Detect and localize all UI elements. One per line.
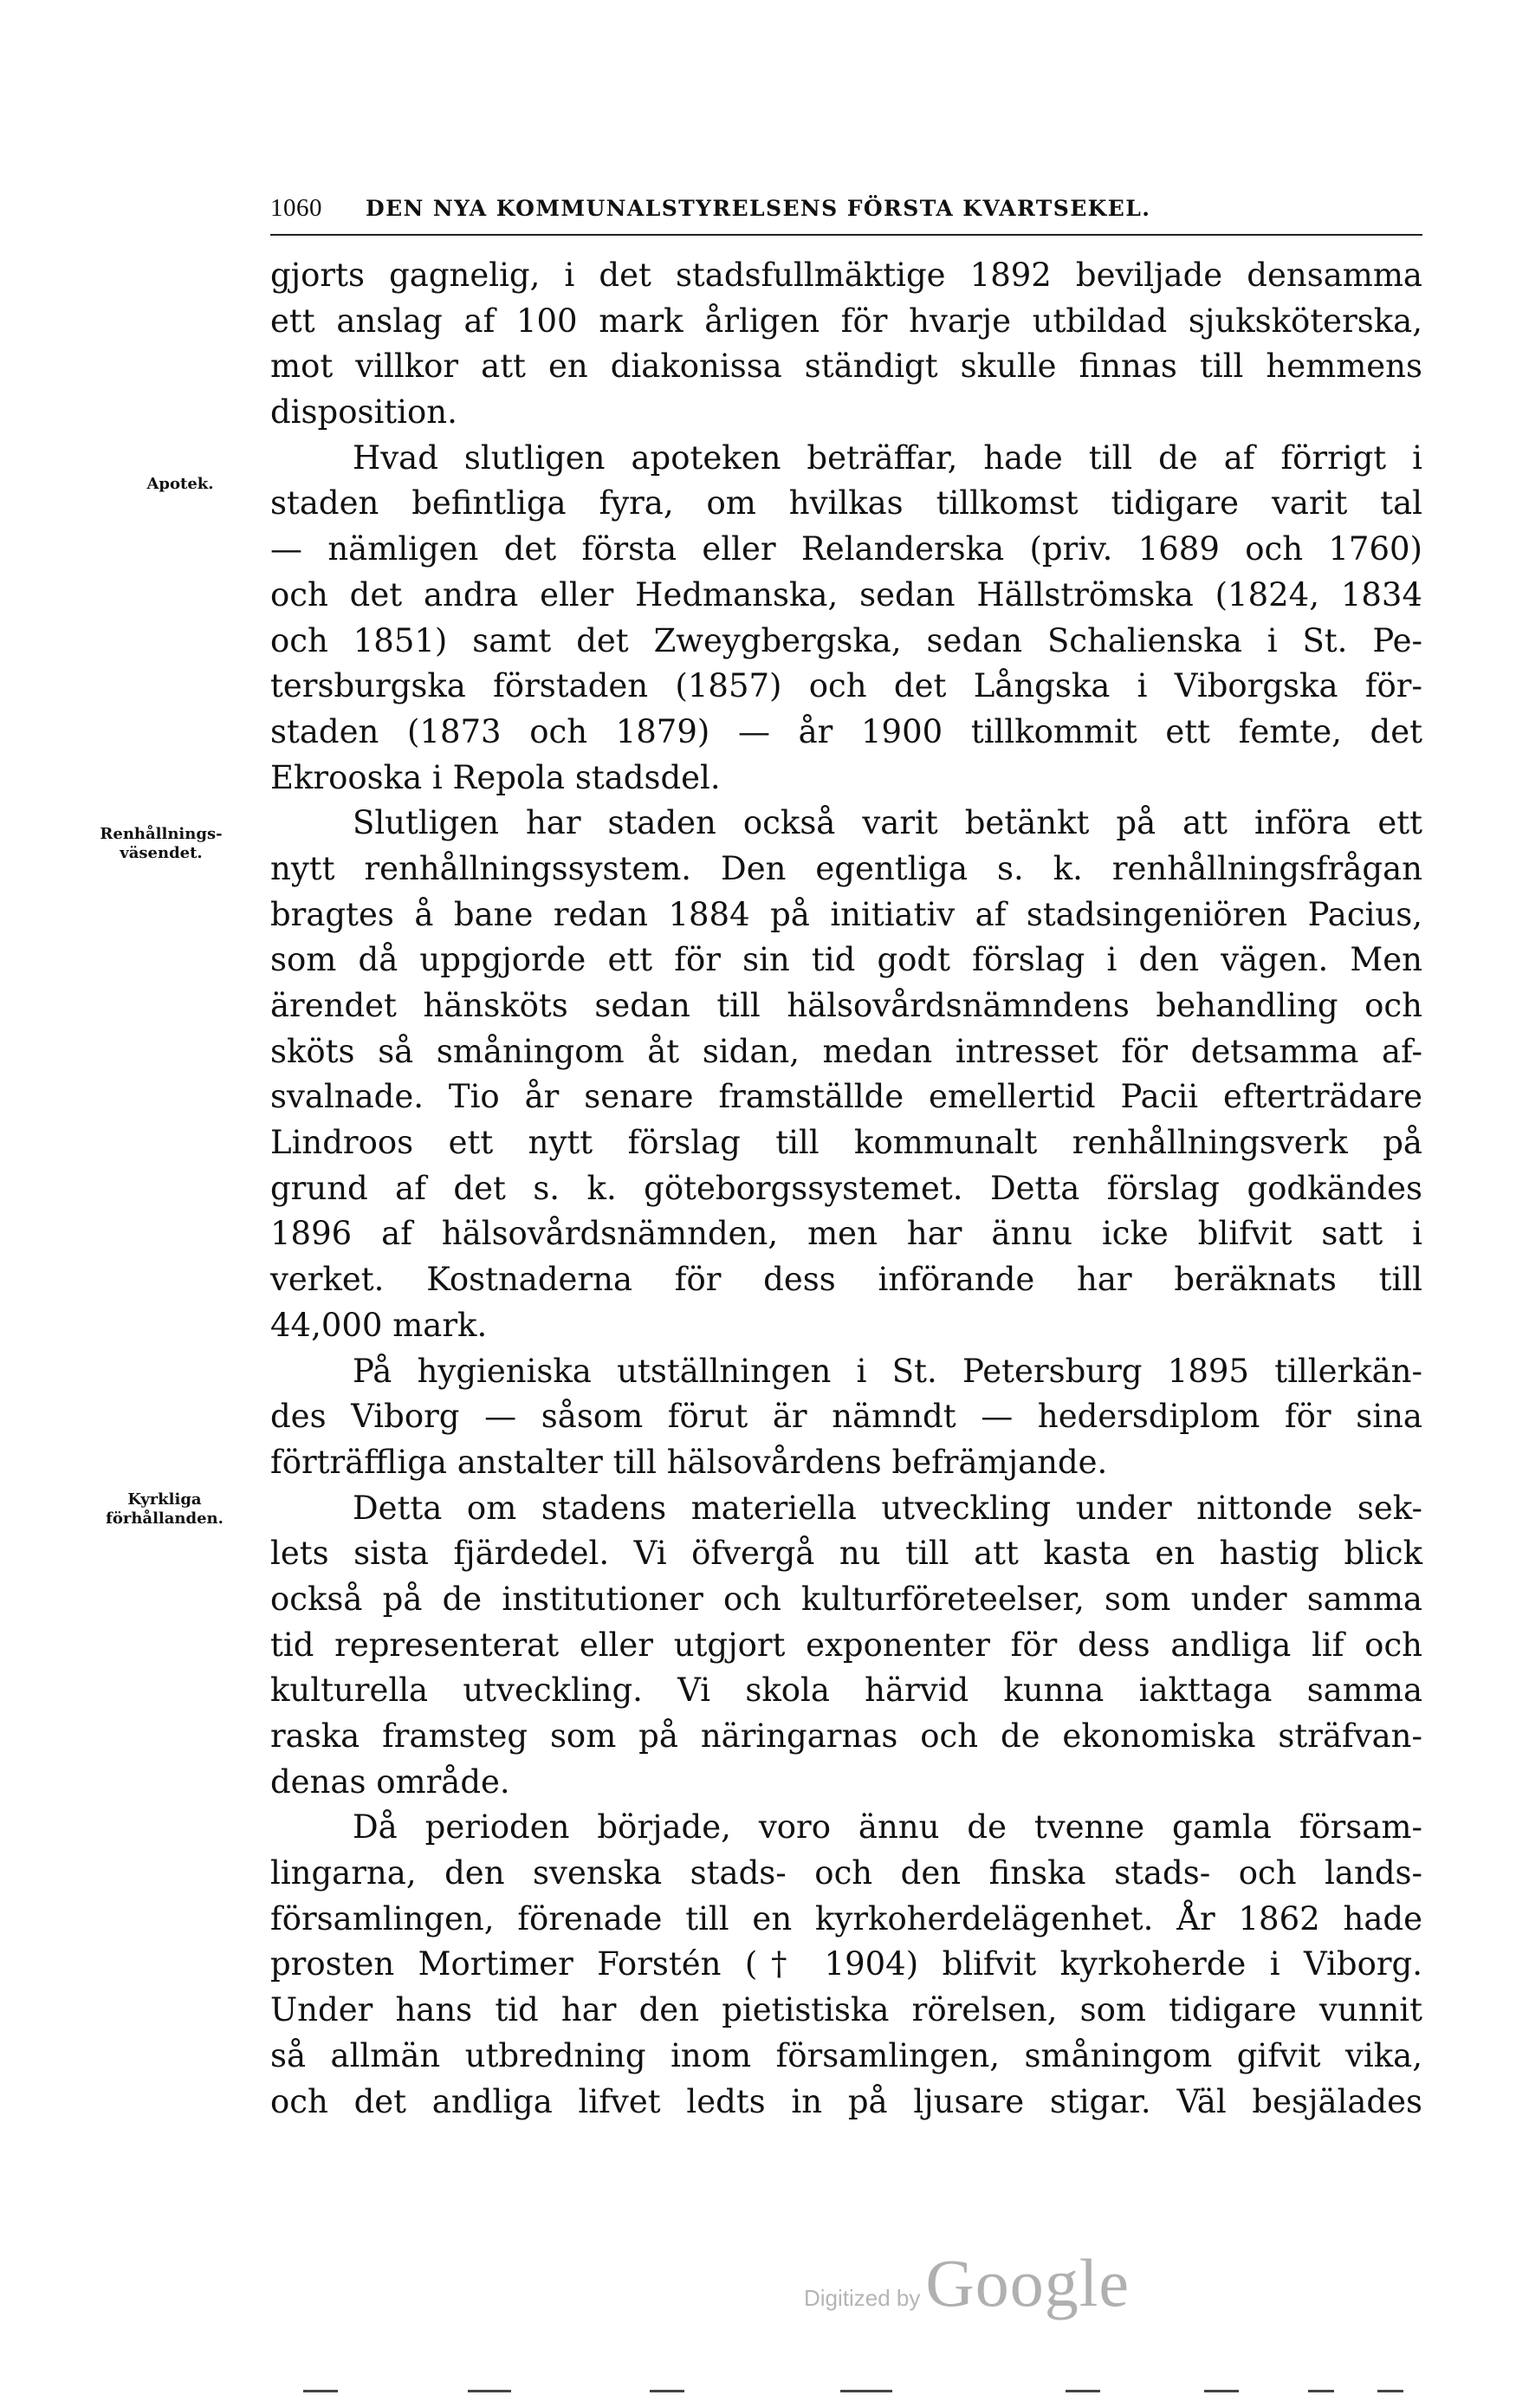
text-line: församlingen, förenade till en kyrkoherdelägenhet. År 1862 hade bbox=[270, 1899, 1422, 1937]
text-line: lets sista fjärdedel. Vi öfvergå nu till att kasta en hastig blick bbox=[270, 1535, 1422, 1573]
text-line: och det andliga lifvet ledts in på ljusare stigar. Väl besjälades bbox=[270, 2082, 1422, 2120]
text-line: förträffliga anstalter till hälsovårdens befrämjande. bbox=[270, 1443, 1108, 1481]
margin-note-kyrkliga: Kyrkliga förhållanden. bbox=[106, 1490, 224, 1528]
text-line: och 1851) samt det Zweygbergska, sedan Schalienska i St. Pe- bbox=[270, 621, 1422, 659]
text-line: så allmän utbredning inom församlingen, småningom gifvit vika, bbox=[270, 2036, 1422, 2074]
text-line: raska framsteg som på näringarnas och de ekonomiska sträfvan- bbox=[270, 1717, 1422, 1755]
scan-mark bbox=[650, 2390, 684, 2392]
text-line: också på de institutioner och kulturföreteelser, som under samma bbox=[270, 1580, 1422, 1618]
running-title: DEN NYA KOMMUNALSTYRELSENS FÖRSTA KVARTSEKEL. bbox=[366, 196, 1151, 221]
text-line: nytt renhållningssystem. Den egentliga s. k. renhållningsfrågan bbox=[270, 849, 1422, 887]
scan-mark bbox=[1204, 2390, 1239, 2392]
text-line: ärendet hänsköts sedan till hälsovårdsnämndens behandling och bbox=[270, 987, 1422, 1024]
text-line: 44,000 mark. bbox=[270, 1306, 488, 1344]
digitized-watermark bbox=[804, 2244, 1130, 2322]
header-rule bbox=[270, 234, 1422, 236]
running-header bbox=[270, 194, 1422, 223]
text-line: staden befintliga fyra, om hvilkas tillkomst tidigare varit tal bbox=[270, 484, 1422, 522]
text-line: staden (1873 och 1879) — år 1900 tillkommit ett femte, det bbox=[270, 712, 1422, 750]
text-line: Under hans tid har den pietistiska rörelsen, som tidigare vunnit bbox=[270, 1991, 1422, 2029]
text-line: prosten Mortimer Forstén († 1904) blifvit kyrkoherde i Viborg. bbox=[270, 1945, 1422, 1983]
text-line: bragtes å bane redan 1884 på initiativ af stadsingeniören Pacius, bbox=[270, 895, 1422, 933]
scan-mark bbox=[303, 2390, 338, 2392]
text-line: 1896 af hälsovårdsnämnden, men har ännu icke blifvit satt i bbox=[270, 1215, 1422, 1253]
scan-mark bbox=[1066, 2390, 1100, 2392]
text-line: Ekrooska i Repola stadsdel. bbox=[270, 758, 721, 796]
google-logo: Google bbox=[925, 2245, 1131, 2320]
text-line: verket. Kostnaderna för dess införande har beräknats till bbox=[270, 1261, 1422, 1299]
text-line: tersburgska förstaden (1857) och det Långska i Viborgska för- bbox=[270, 667, 1422, 705]
text-line: och det andra eller Hedmanska, sedan Hällströmska (1824, 1834 bbox=[270, 575, 1422, 613]
text-line: tid representerat eller utgjort exponenter för dess andliga lif och bbox=[270, 1626, 1422, 1664]
text-line: kulturella utveckling. Vi skola härvid kunna iakttaga samma bbox=[270, 1671, 1422, 1710]
text-line: Slutligen har staden också varit betänkt på att införa ett bbox=[353, 804, 1422, 842]
text-line: denas område. bbox=[270, 1762, 510, 1801]
text-line: sköts så småningom åt sidan, medan intresset för detsamma af- bbox=[270, 1032, 1422, 1070]
text-line: Lindroos ett nytt förslag till kommunalt renhållningsverk på bbox=[270, 1124, 1422, 1162]
scan-mark bbox=[468, 2390, 511, 2392]
text-line: som då uppgjorde ett för sin tid godt förslag i den vägen. Men bbox=[270, 941, 1422, 979]
text-line: Då perioden började, voro ännu de tvenne gamla försam- bbox=[353, 1808, 1422, 1847]
text-line: På hygieniska utställningen i St. Petersburg 1895 tillerkän- bbox=[353, 1352, 1422, 1390]
text-line: lingarna, den svenska stads- och den finska stads- och lands- bbox=[270, 1854, 1422, 1892]
text-line: des Viborg — såsom förut är nämndt — hedersdiplom för sina bbox=[270, 1398, 1422, 1436]
text-line: Detta om stadens materiella utveckling under nittonde sek- bbox=[353, 1489, 1422, 1527]
text-line: ett anslag af 100 mark årligen för hvarje utbildad sjuksköterska, bbox=[270, 302, 1422, 340]
text-line: svalnade. Tio år senare framställde emellertid Pacii efterträdare bbox=[270, 1078, 1422, 1116]
margin-note-renhallning: Renhållnings- väsendet. bbox=[100, 825, 223, 862]
text-line: mot villkor att en diakonissa ständigt skulle finnas till hemmens bbox=[270, 347, 1422, 386]
text-line: disposition. bbox=[270, 393, 457, 432]
digitized-prefix: Digitized by bbox=[804, 2285, 921, 2311]
body-text bbox=[270, 253, 1422, 2125]
scan-mark bbox=[1308, 2390, 1334, 2392]
text-line: Hvad slutligen apoteken beträffar, hade till de af förrigt i bbox=[353, 438, 1422, 477]
page-number: 1060 bbox=[270, 194, 322, 222]
scan-mark bbox=[1377, 2390, 1403, 2392]
margin-note-apotek: Apotek. bbox=[146, 475, 214, 493]
scan-mark bbox=[840, 2390, 892, 2392]
text-line: grund af det s. k. göteborgssystemet. Detta förslag godkändes bbox=[270, 1169, 1422, 1207]
bottom-scan-marks bbox=[286, 2390, 1429, 2395]
text-line: — nämligen det första eller Relanderska (priv. 1689 och 1760) bbox=[270, 530, 1422, 568]
text-line: gjorts gagnelig, i det stadsfullmäktige 1892 beviljade densamma bbox=[270, 256, 1422, 294]
